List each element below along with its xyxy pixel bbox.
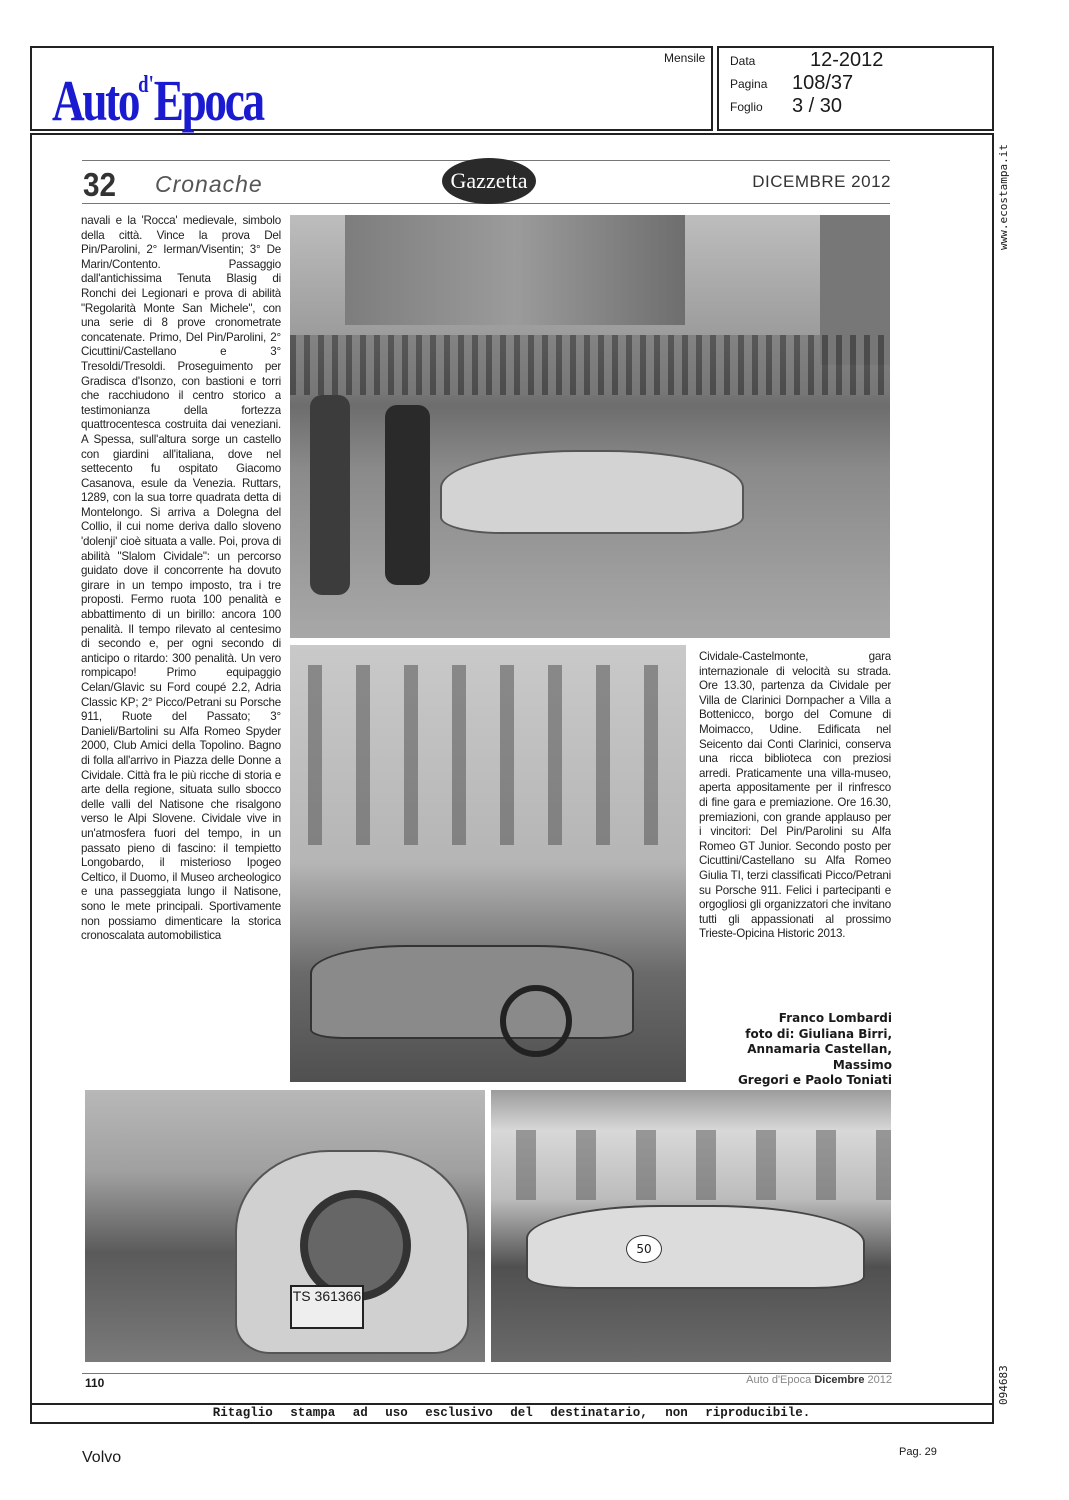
race-number: 50 [626,1235,662,1263]
foglio-label: Foglio [730,100,763,114]
byline-line: foto di: Giuliana Birri, [745,1026,892,1041]
byline-line: Gregori e Paolo Toniati [737,1073,892,1087]
footer-issue [746,1374,892,1386]
person-shape [385,405,430,585]
license-plate: TS 361366 [290,1285,364,1329]
windows-shape [491,1130,891,1200]
article-text-right: Cividale-Castelmonte, gara internazionale di velocità su strada. Ore 13.30, partenza da Cividale per Villa de Clarinici Dornpacher a Villa a Bottenicco, borgo del Comune di Moimacco, Udine. Edificata nel Seicento dai Conti Clarinici, conserva una ricca biblioteca con preziosi arredi. Praticamente una villa-museo, aperta appositamente per il rinfresco di fine gara e premiazione. Ore 16.30, premiazioni, con grande applauso per i vincitori: Del Pin/Parolini su Alfa Romeo GT Junior. Secondo posto per Cicuttini/Castellano su Alfa Romeo Giulia TI, terzi classificati Picco/Petrani su Porsche 911. Felici i partecipanti e orgogliosi gli organizzatori che invitano tutti gli appassionati al prossimo Trieste-Opicina Historic 2013. [699,650,891,941]
logo-part: Auto [52,68,139,133]
footer-year: 2012 [867,1374,892,1386]
windows-shape [290,665,686,845]
gazzetta-logo: Gazzetta [442,158,536,204]
foglio-value: 3 / 30 [792,95,843,117]
byline-line: Franco Lombardi [778,1011,892,1025]
section-title: Cronache [155,171,263,197]
footer-month: Dicembre [814,1374,865,1386]
photo-cividale-square [290,645,686,1082]
logo-part: Epoca [153,68,263,133]
photo-cabriolet [491,1090,891,1362]
disclaimer: Ritaglio stampa ad uso esclusivo del destinatario, non riproducibile. [212,1406,811,1420]
frequency-label: Mensile [664,51,706,65]
magazine-page-number: 32 [83,166,117,203]
car-shape [440,450,744,534]
source-site: www.ecostampa.it [997,144,1010,250]
logo-part: d' [138,72,154,98]
car-shape [526,1205,865,1289]
pagina-label: Pagina [730,77,768,91]
wheel-shape [500,985,572,1057]
report-page: Pag. 29 [899,1446,937,1458]
footer-mag: Auto d'Epoca [746,1374,812,1386]
data-value: 12-2012 [810,49,884,71]
data-label: Data [730,54,756,68]
crowd-shape [290,335,890,395]
publication-logo [52,52,263,134]
building-shape [345,215,685,325]
client-name: Volvo [82,1449,122,1466]
photo-harbour-cars [290,215,890,638]
issue-date: DICEMBRE 2012 [752,172,891,191]
person-shape [310,395,350,595]
clipping-code: 094683 [997,1365,1010,1405]
byline [690,1011,892,1089]
photo-car-rear [85,1090,485,1362]
print-page-number: 110 [85,1376,105,1390]
article-text-left: navali e la 'Rocca' medievale, simbolo della città. Vince la prova Del Pin/Parolini, 2° Ierman/Visentin; 3° De Marin/Contento. Passaggio dall'antichissima Tenuta Blasig di Ronchi dei Legionari e prova di abilità "Regolarità Monte San Michele", con una serie di 8 prove cronometrate concatenate. Primo, Del Pin/Parolini, 2° Cicuttini/Castellano e 3° Tresoldi/Tresoldi. Proseguimento per Gradisca d'Isonzo, con bastioni e torri che racchiudono il centro storico a testimonianza della fortezza quattrocentesca costruita dai veneziani. A Spessa, sull'altura sorge un castello con giardini all'italiana, dove nel settecento fu ospitato Giacomo Casanova, esule da Venezia. Ruttars, 1289, con la sua torre quadrata detta di Montelongo. Si arriva a Dolegna del Collio, il cui nome deriva dallo sloveno 'dolenji' cioè situata a valle. Poi, prova di abilità "Slalom Cividale": un percorso guidato dove il concorrente ha dovuto girare in un tempo imposto, tra i tre proposti. Fermo ruota 100 penalità e abbattimento di un birillo: ancora 100 penalità. Il tempo rilevato al centesimo di secondo e, per ogni secondo di anticipo o ritardo: 300 penalità. Un vero rompicapo! Primo equipaggio Celan/Glavic su Ford coupé 2.2, Adria Classic KP; 2° Picco/Petrani su Porsche 911, Ruote del Passato; 3° Danieli/Bartolini su Alfa Romeo Spyder 2000, Club Amici della Topolino. Bagno di folla all'arrivo in Piazza delle Donne a Cividale. Città fra le più ricche di storia e arte della regione, situata sullo sbocco delle valli del Natisone che risalgono verso le Alpi Slovene. Cividale vive in un'atmosfera fuori del tempo, in un passato pieno di fascino: il tempietto Longobardo, il misterioso Ipogeo Celtico, il Duomo, il Museo archeologico e una passeggiata lungo il Natisone, sono le mete principali. Sportivamente non possiamo dimenticare la storica cronoscalata automobilistica [81,214,281,943]
pagina-value: 108/37 [792,72,854,94]
car-shape [310,945,634,1039]
disclaimer-divider [30,1403,994,1405]
byline-line: Annamaria Castellan, Massimo [747,1042,892,1072]
